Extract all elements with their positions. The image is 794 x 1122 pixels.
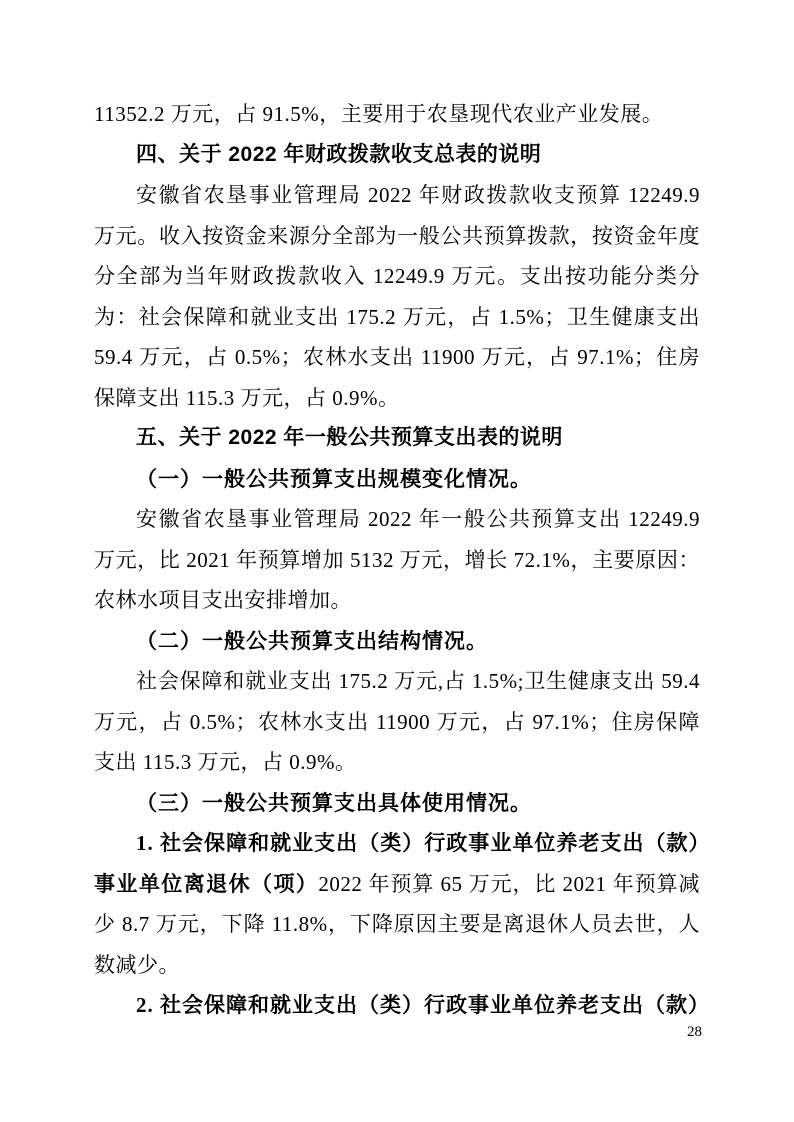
subsection-heading-one: （一）一般公共预算支出规模变化情况。 [136,466,532,491]
paragraph-item-1-body: 2022 年预算 65 万元，比 2021 年预算减少 8.7 万元，下降 11.8%，下降原因主要是离退休人员去世，人数减少。 [94,871,701,977]
document-body [94,94,710,1026]
paragraph-continuation: 11352.2 万元，占 91.5%，主要用于农垦现代农业产业发展。 [94,102,664,126]
paragraph-fiscal-appropriation: 安徽省农垦事业管理局 2022 年财政拨款收支预算 12249.9 万元。收入按资金来源分全部为一般公共预算拨款，按资金年度分全部为当年财政拨款收入 12249.9 万元。支出按功能分类分为：社会保障和就业支出 175.2 万元，占 1.5%；卫生健康支出 59.4 万元，占 0.5%；农林水支出 11900 万元，占 97.1%；住房保障支出 115.3 万元，占 0.9%。 [94,183,700,410]
section-heading-four: 四、关于 2022 年财政拨款收支总表的说明 [136,142,542,166]
paragraph-item-2-lead: 2. 社会保障和就业支出（类）行政事业单位养老支出（款） [136,993,710,1017]
section-heading-five: 五、关于 2022 年一般公共预算支出表的说明 [136,426,563,449]
subsection-heading-two: （二）一般公共预算支出结构情况。 [136,628,488,653]
paragraph-expenditure-structure: 社会保障和就业支出 175.2 万元,占 1.5%;卫生健康支出 59.4 万元，占 0.5%；农林水支出 11900 万元，占 97.1%；住房保障支出 115.3 万元，占 0.9%。 [94,669,700,774]
page-number: 28 [687,1024,702,1040]
paragraph-item-1 [94,823,700,985]
subsection-heading-three: （三）一般公共预算支出具体使用情况。 [136,790,532,815]
paragraph-item-1-bold-lead: 1. 社会保障和就业支出（类）行政事业单位养老支出（款）事业单位离退休（项） [94,831,700,896]
paragraph-expenditure-scale: 安徽省农垦事业管理局 2022 年一般公共预算支出 12249.9 万元，比 2021 年预算增加 5132 万元，增长 72.1%，主要原因：农林水项目支出安排增加。 [94,507,700,612]
